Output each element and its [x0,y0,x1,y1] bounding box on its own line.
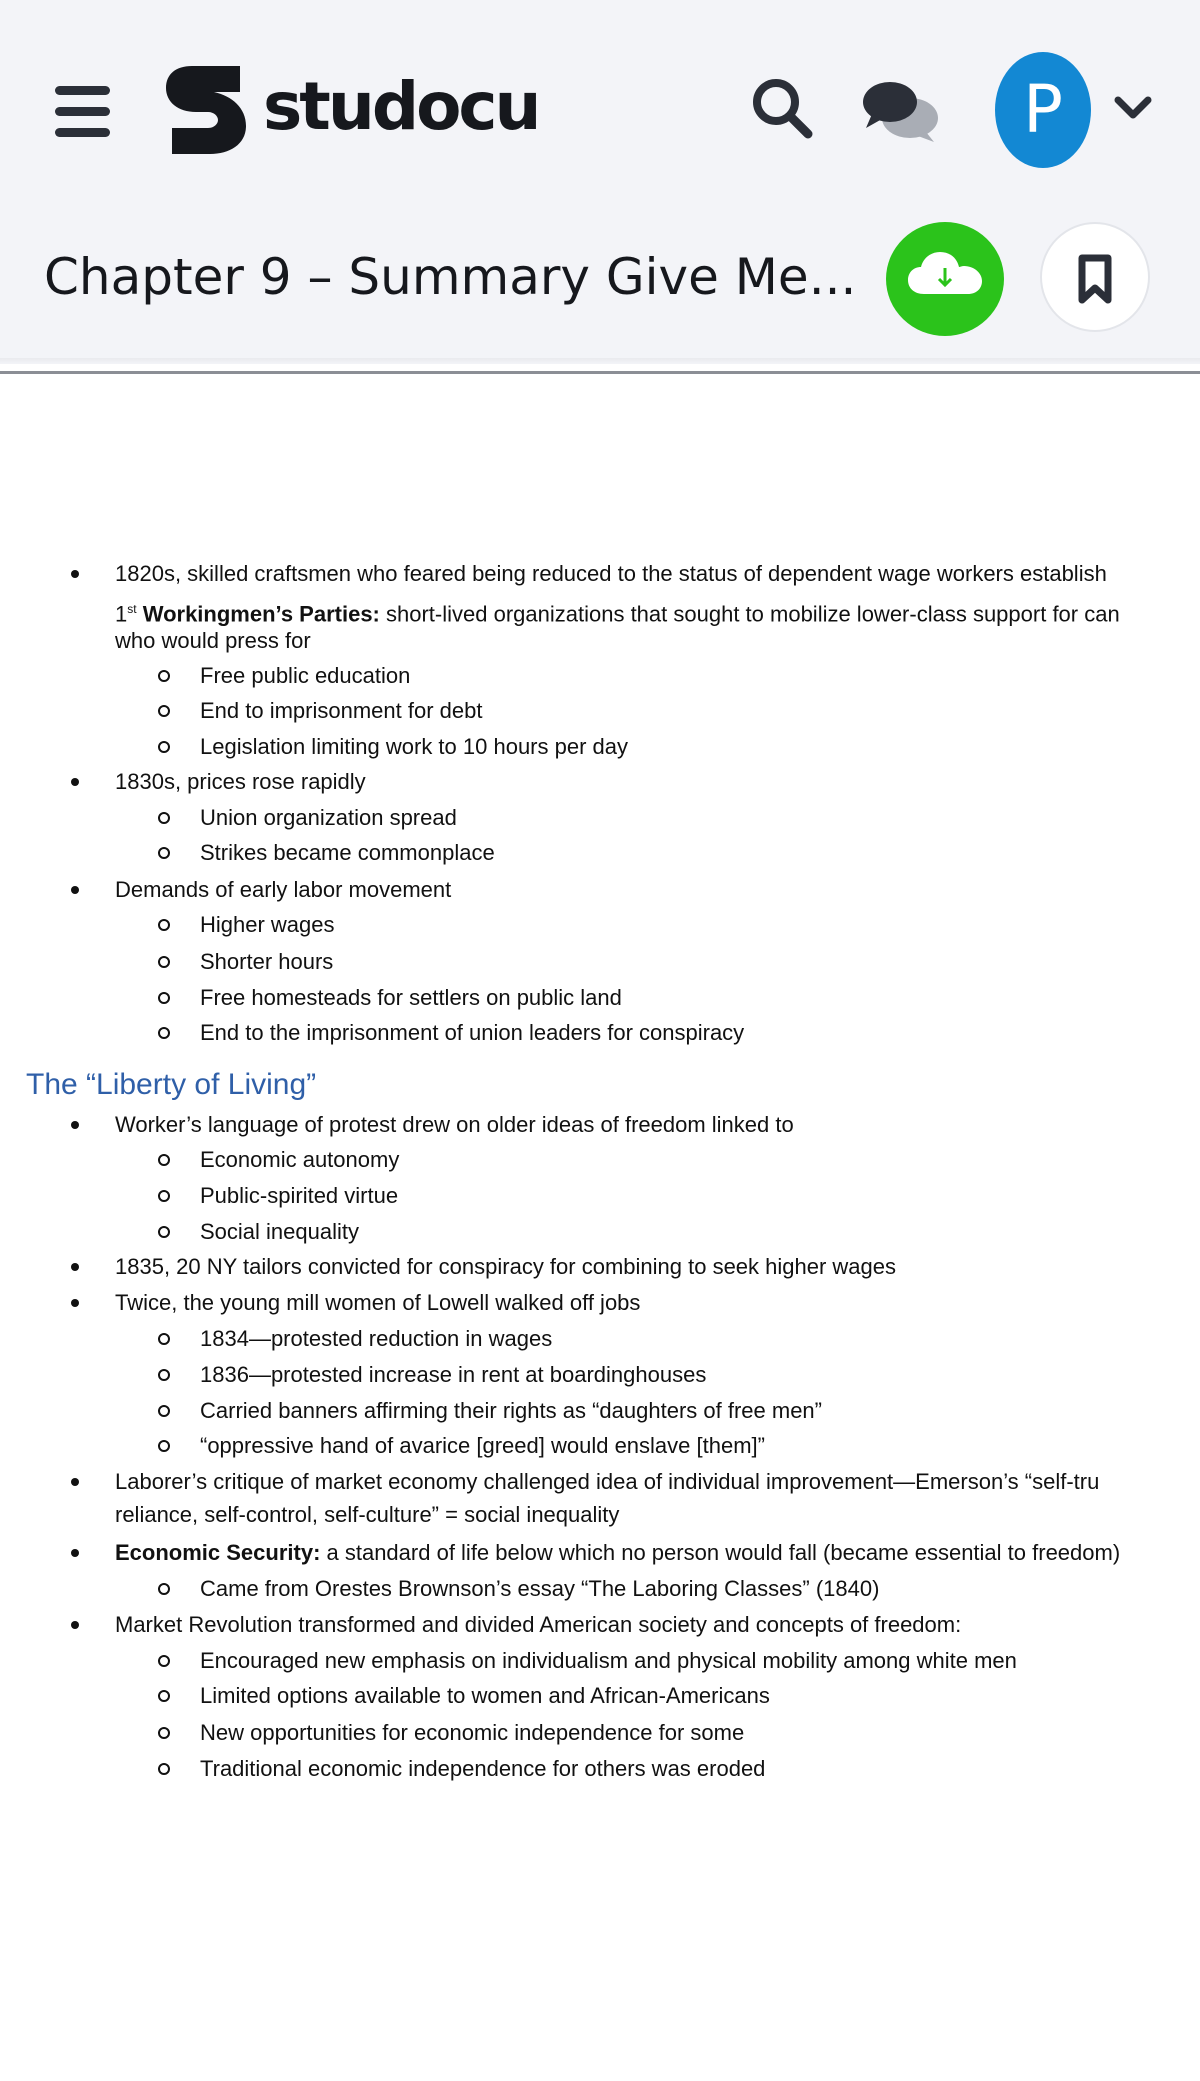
sub-bullet-marker [158,1655,170,1667]
list-item: Market Revolution transformed and divided American society and concepts of freedom: [115,1612,962,1637]
bookmark-button[interactable] [1040,222,1150,332]
sub-list-item: 1836—protested increase in rent at boardinghouses [200,1362,707,1387]
list-item: Economic Security: a standard of life below which no person would fall (became essential to freedom) [115,1540,1121,1565]
avatar[interactable]: P [995,52,1091,168]
document-viewer[interactable] [0,470,1200,2081]
sub-bullet-marker [158,1405,170,1417]
sub-bullet-marker [158,1027,170,1039]
sub-list-item: Public-spirited virtue [200,1183,399,1208]
list-item: Demands of early labor movement [115,877,452,902]
sub-bullet-marker [158,992,170,1004]
sub-list-item: Legislation limiting work to 10 hours per day [200,734,629,759]
section-heading: The “Liberty of Living” [26,1068,317,1101]
list-item: Laborer’s critique of market economy challenged idea of individual improvement—Emerson’s “self-tru [115,1469,1100,1494]
list-item: 1820s, skilled craftsmen who feared being reduced to the status of dependent wage workers establish [115,561,1107,586]
list-item-continuation: who would press for [115,628,311,653]
sub-list-item: Shorter hours [200,949,334,974]
list-item-continuation: reliance, self-control, self-culture” = social inequality [115,1502,620,1527]
sub-bullet-marker [158,956,170,968]
bullet-marker [71,570,79,578]
bookmark-icon [1042,224,1148,330]
sub-list-item: Free public education [200,663,411,688]
list-item: Worker’s language of protest drew on older ideas of freedom linked to [115,1112,794,1137]
studocu-logo-text[interactable]: studocu [263,68,539,145]
cloud-download-icon [886,222,1004,336]
bullet-marker [71,1549,79,1557]
sub-list-item: Union organization spread [200,805,457,830]
sub-bullet-marker [158,1440,170,1452]
bullet-marker [71,1263,79,1271]
app-header [0,0,1200,362]
list-item: 1835, 20 NY tailors convicted for conspiracy for combining to seek higher wages [115,1254,897,1279]
top-navigation-bar [0,0,1200,200]
sub-bullet-marker [158,919,170,931]
page-title: Chapter 9 – Summary Give Me... [44,248,857,306]
bullet-marker [71,886,79,894]
sub-list-item: Free homesteads for settlers on public land [200,985,622,1010]
list-item-continuation: 1st Workingmen’s Parties: short-lived organizations that sought to mobilize lower-class support for can [115,601,1120,627]
sub-list-item: Encouraged new emphasis on individualism and physical mobility among white men [200,1648,1017,1673]
sub-bullet-marker [158,1333,170,1345]
sub-list-item: End to the imprisonment of union leaders for conspiracy [200,1020,745,1045]
sub-list-item: Higher wages [200,912,335,937]
sub-bullet-marker [158,1583,170,1595]
sub-bullet-marker [158,1727,170,1739]
sub-list-item: Strikes became commonplace [200,840,495,865]
list-item: 1830s, prices rose rapidly [115,769,366,794]
sub-list-item: New opportunities for economic independence for some [200,1720,745,1745]
header-shadow [0,358,1200,364]
download-button[interactable] [886,222,1004,336]
search-icon[interactable] [746,72,818,144]
sub-list-item: Limited options available to women and African-Americans [200,1683,770,1708]
sub-list-item: “oppressive hand of avarice [greed] would enslave [them]” [200,1433,765,1458]
bullet-marker [71,1299,79,1307]
sub-bullet-marker [158,1369,170,1381]
bullet-marker [71,1621,79,1629]
sub-list-item: 1834—protested reduction in wages [200,1326,553,1351]
sub-bullet-marker [158,670,170,682]
chat-icon[interactable] [860,76,942,146]
sub-list-item: Came from Orestes Brownson’s essay “The Laboring Classes” (1840) [200,1576,880,1601]
sub-list-item: Carried banners affirming their rights as “daughters of free men” [200,1398,822,1423]
bullet-marker [71,1121,79,1129]
sub-bullet-marker [158,812,170,824]
sub-bullet-marker [158,1690,170,1702]
sub-list-item: Economic autonomy [200,1147,400,1172]
studocu-logo-icon[interactable] [162,62,252,157]
sub-bullet-marker [158,1226,170,1238]
sub-bullet-marker [158,705,170,717]
header-divider [0,371,1200,374]
sub-bullet-marker [158,741,170,753]
sub-list-item: End to imprisonment for debt [200,698,483,723]
menu-icon[interactable] [55,86,110,138]
sub-bullet-marker [158,1763,170,1775]
sub-list-item: Traditional economic independence for others was eroded [200,1756,766,1781]
sub-bullet-marker [158,1190,170,1202]
sub-bullet-marker [158,847,170,859]
list-item: Twice, the young mill women of Lowell walked off jobs [115,1290,641,1315]
bullet-marker [71,1478,79,1486]
sub-bullet-marker [158,1154,170,1166]
bullet-marker [71,778,79,786]
sub-list-item: Social inequality [200,1219,359,1244]
chevron-down-icon[interactable] [1112,88,1154,128]
